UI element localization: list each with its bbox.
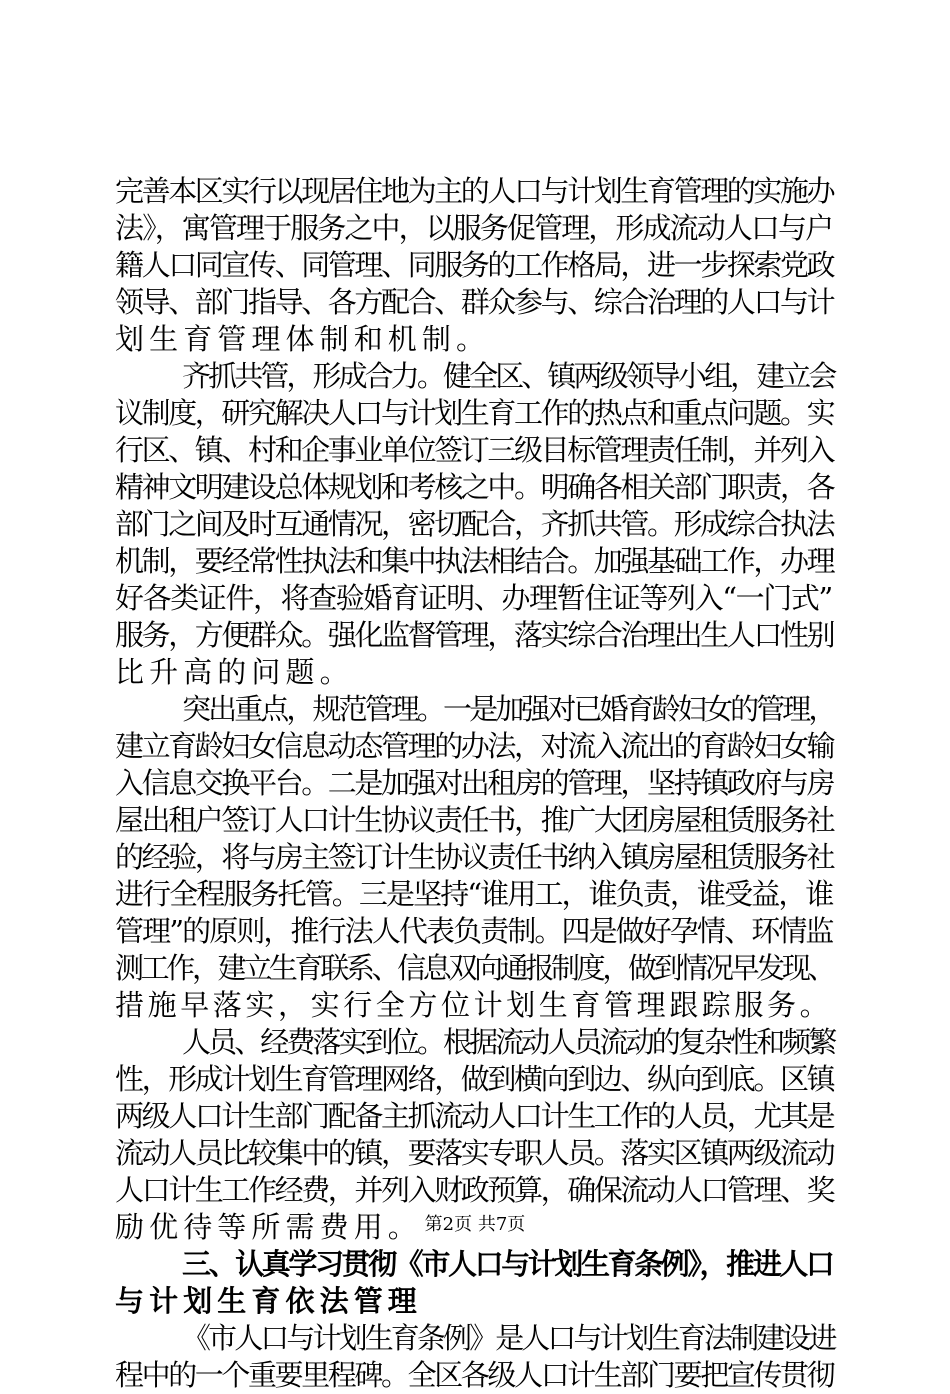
text-line: 突出重点，规范管理。一是加强对已婚育龄妇女的管理， — [182, 692, 835, 726]
text-line: 籍人口同宣传、同管理、同服务的工作格局，进一步探索党政 — [115, 248, 834, 282]
text-line: 行区、镇、村和企事业单位签订三级目标管理责任制，并列入 — [115, 433, 834, 467]
text-line: 人口计生工作经费，并列入财政预算，确保流动人口管理、奖 — [115, 1173, 834, 1207]
text-line: 议制度，研究解决人口与计划生育工作的热点和重点问题。实 — [115, 396, 834, 430]
text-line: 测工作，建立生育联系、信息双向通报制度，做到情况早发现、 — [115, 951, 834, 985]
text-line: 完善本区实行以现居住地为主的人口与计划生育管理的实施办 — [115, 174, 834, 208]
text-line: 《市人口与计划生育条例》是人口与计划生育法制建设进 — [182, 1321, 835, 1355]
text-line: 建立育龄妇女信息动态管理的办法，对流入流出的育龄妇女输 — [115, 729, 834, 763]
text-line: 好各类证件，将查验婚育证明、办理暂住证等列入“一门式” — [115, 581, 832, 615]
text-line: 入信息交换平台。二是加强对出租房的管理，坚持镇政府与房 — [115, 766, 834, 800]
text-line: 部门之间及时互通情况，密切配合，齐抓共管。形成综合执法 — [115, 507, 834, 541]
text-line: 性，形成计划生育管理网络，做到横向到边、纵向到底。区镇 — [115, 1062, 834, 1096]
text-line: 机制，要经常性执法和集中执法相结合。加强基础工作，办理 — [115, 544, 834, 578]
text-line: 的经验，将与房主签订计生协议责任书纳入镇房屋租赁服务社 — [115, 840, 834, 874]
text-line: 流动人员比较集中的镇，要落实专职人员。落实区镇两级流动 — [115, 1136, 834, 1170]
text-line: 比升高的问题。 — [115, 655, 354, 689]
text-line: 服务，方便群众。强化监督管理，落实综合治理出生人口性别 — [115, 618, 834, 652]
section-heading-line: 三、认真学习贯彻《市人口与计划生育条例》，推进人口 — [182, 1247, 833, 1281]
text-line: 人员、经费落实到位。根据流动人员流动的复杂性和频繁 — [182, 1025, 835, 1059]
text-line: 两级人口计生部门配备主抓流动人口计生工作的人员，尤其是 — [115, 1099, 834, 1133]
text-line: 法》，寓管理于服务之中，以服务促管理，形成流动人口与户 — [115, 211, 833, 245]
text-line: 程中的一个重要里程碑。全区各级人口计生部门要把宣传贯彻 — [115, 1358, 834, 1392]
text-line: 精神文明建设总体规划和考核之中。明确各相关部门职责，各 — [115, 470, 834, 504]
text-line: 领导、部门指导、各方配合、群众参与、综合治理的人口与计 — [115, 285, 834, 319]
text-line: 进行全程服务托管。三是坚持“谁用工，谁负责，谁受益，谁 — [115, 877, 833, 911]
text-line: 励优待等所需费用。 — [115, 1210, 422, 1244]
text-line: 齐抓共管，形成合力。健全区、镇两级领导小组，建立会 — [182, 359, 835, 393]
text-line: 管理”的原则，推行法人代表负责制。四是做好孕情、环情监 — [115, 914, 833, 948]
page-number-footer: 第2页 共7页 — [424, 1214, 526, 1235]
text-line: 屋出租户签订人口计生协议责任书，推广大团房屋租赁服务社 — [115, 803, 834, 837]
section-heading-line: 与计划生育依法管理 — [115, 1284, 422, 1318]
text-line: 措施早落实，实行全方位计划生育管理跟踪服务。 — [115, 988, 833, 1022]
text-line: 划生育管理体制和机制。 — [115, 322, 491, 356]
